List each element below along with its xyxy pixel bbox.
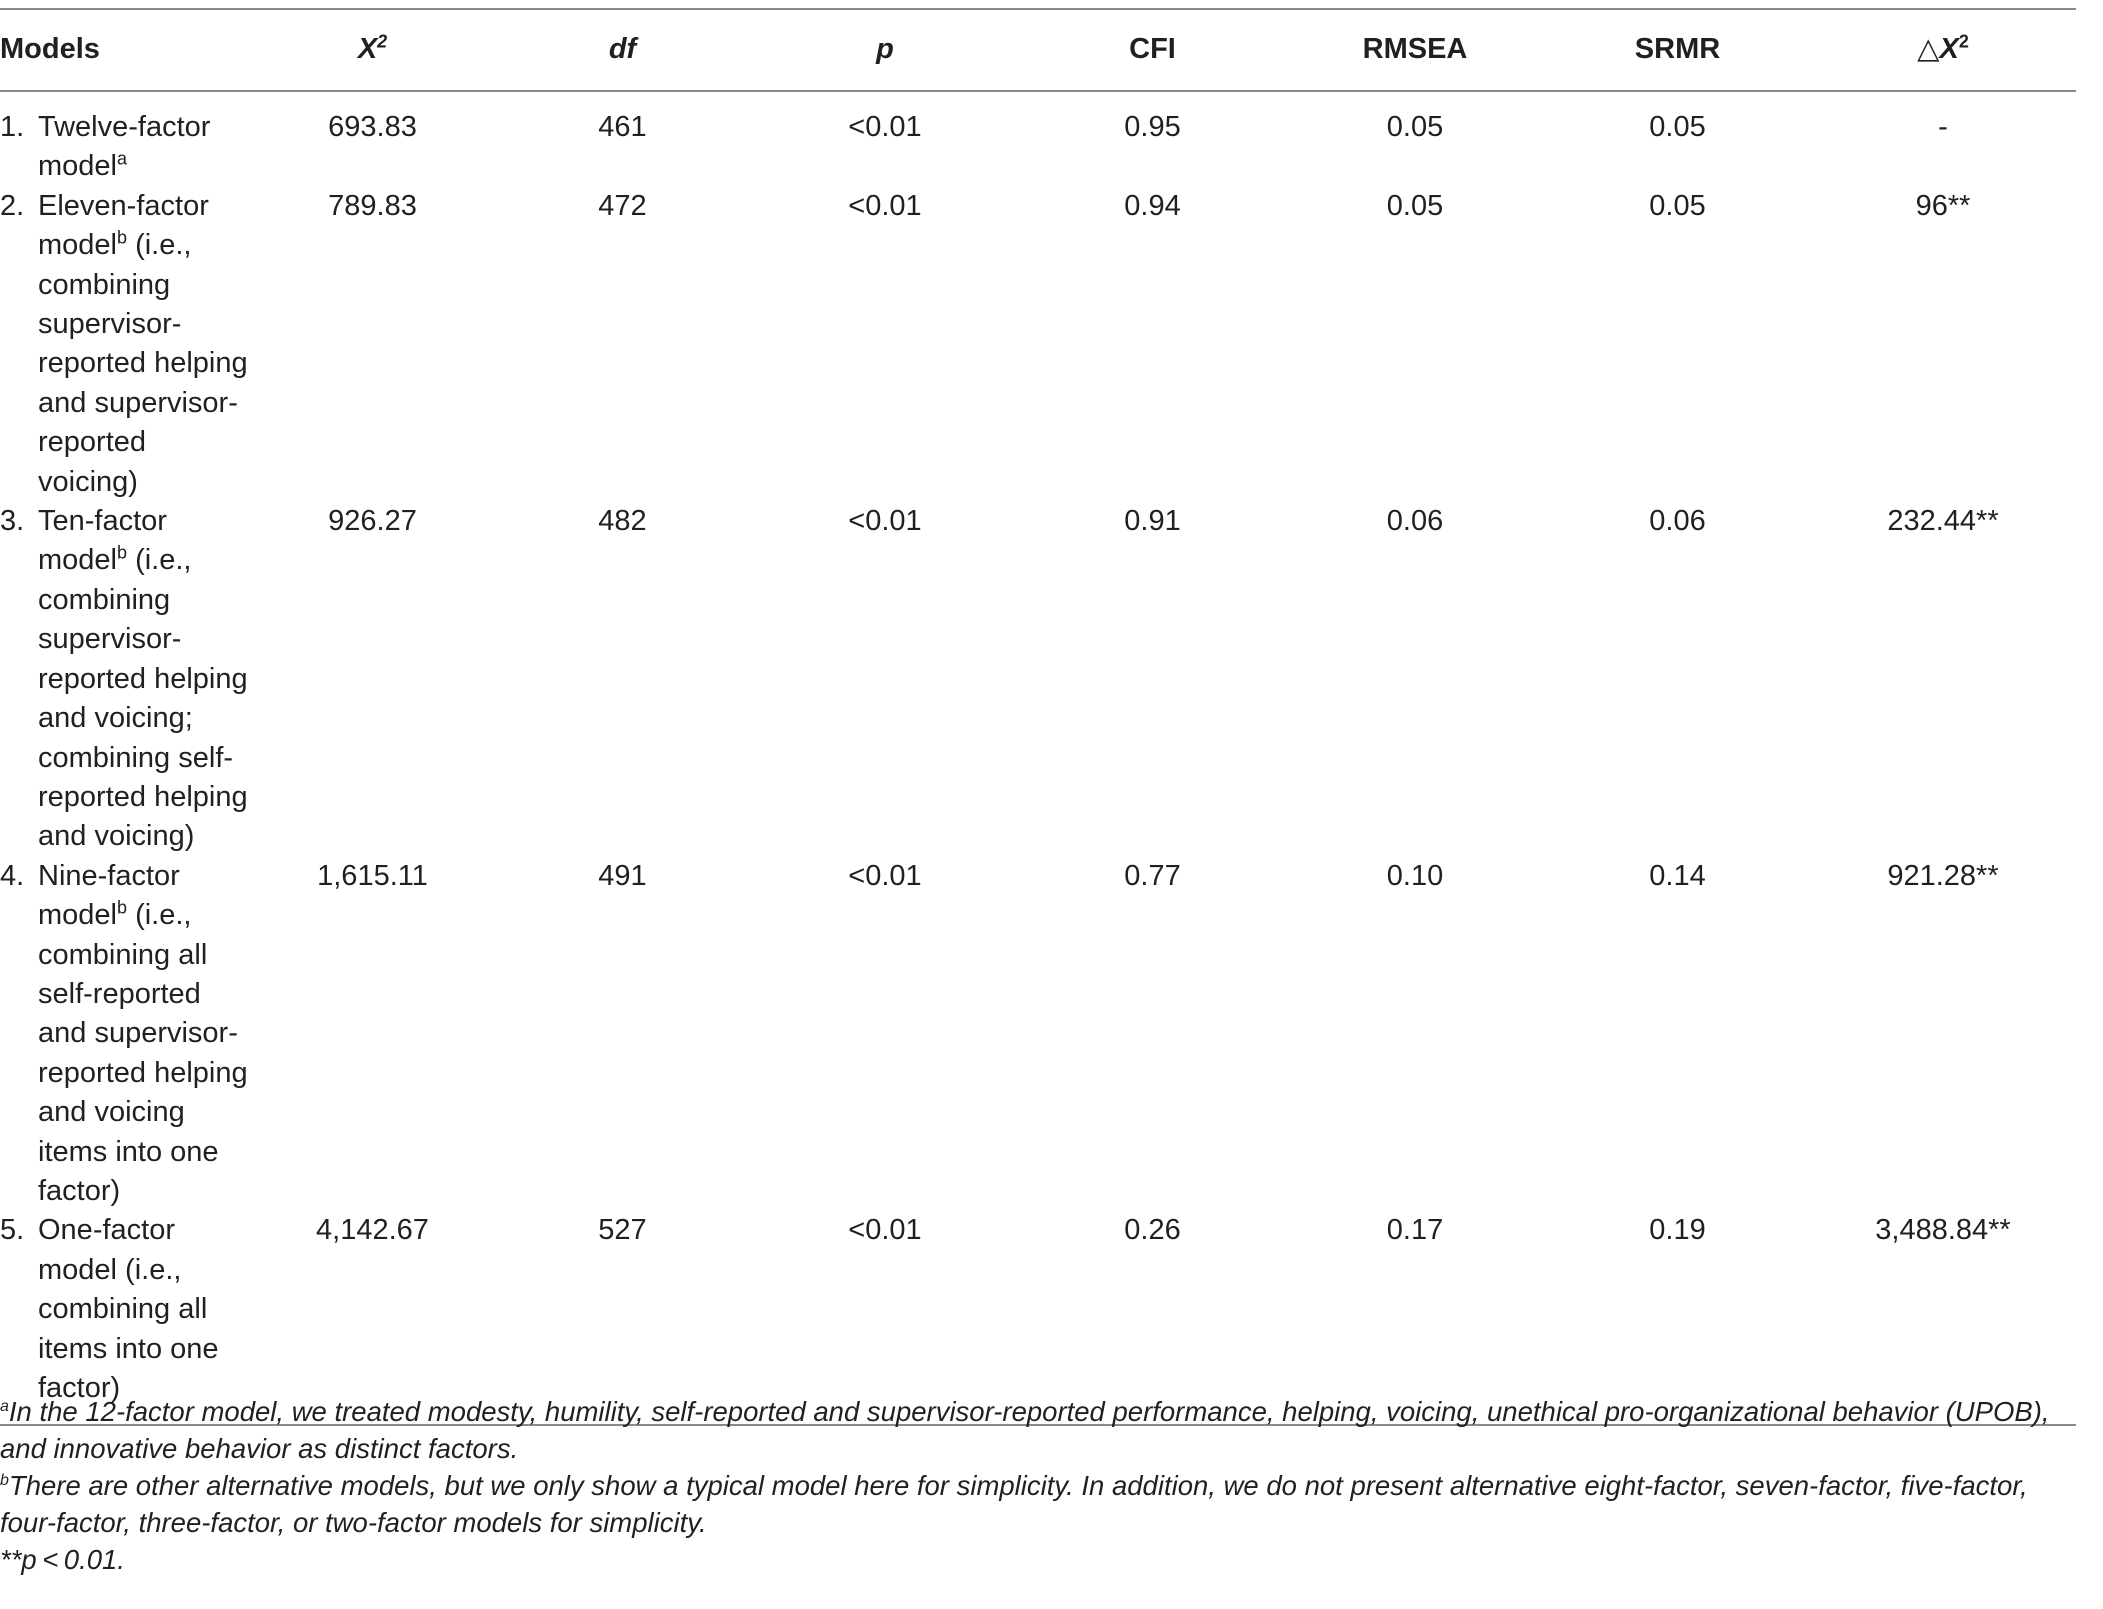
- srmr-value: 0.14: [1649, 859, 1706, 892]
- delta-chi-square-value: 232.44**: [1887, 505, 1999, 538]
- model-cell: [0, 857, 250, 1212]
- model-number: 5.: [0, 1214, 25, 1247]
- model-number: 3.: [0, 505, 25, 538]
- model-description: Twelve-factor model$^a$: [38, 111, 211, 183]
- cfi-value: 0.94: [1124, 189, 1181, 222]
- srmr-value: 0.05: [1649, 189, 1706, 222]
- df-value: 482: [598, 505, 647, 538]
- delta-chi-square-value: 96**: [1915, 189, 1971, 222]
- table-footnotes: [0, 1393, 2080, 1578]
- df-value: 527: [598, 1214, 647, 1247]
- cfi-value: 0.77: [1124, 859, 1181, 892]
- header-delta-chi-square-symbol: △X: [1917, 33, 1959, 66]
- cfi-value: 0.26: [1124, 1214, 1181, 1247]
- footnote-a: [0, 1393, 2080, 1467]
- model-number: 2.: [0, 189, 25, 222]
- model-description: Ten-factor model$^b$ (i.e., combining supervisor-reported helping and voicing; combining self-reported helping and voicing): [38, 505, 248, 853]
- table-row: [0, 187, 2076, 502]
- model-fit-table: [0, 8, 2076, 1426]
- table-row: [0, 91, 2076, 187]
- srmr-value: 0.05: [1649, 111, 1706, 143]
- footnote-b-marker: b: [0, 1471, 9, 1489]
- model-description: Eleven-factor model$^b$ (i.e., combining supervisor-reported helping and supervisor-reported voicing): [38, 189, 248, 498]
- header-p: p: [876, 33, 894, 66]
- model-description: One-factor model (i.e., combining all items into one factor): [38, 1214, 219, 1404]
- footnote-a-marker: a: [0, 1397, 9, 1415]
- table-body: [0, 91, 2076, 1425]
- model-number: 1.: [0, 111, 25, 143]
- footnote-significance: **p < 0.01.: [0, 1544, 125, 1575]
- chi-square-value: 789.83: [328, 189, 417, 222]
- p-value: <0.01: [848, 859, 922, 892]
- header-chi-square-symbol: X: [357, 33, 378, 66]
- model-number: 4.: [0, 859, 25, 892]
- header-chi-square-superscript: 2: [377, 31, 388, 52]
- p-value: <0.01: [848, 1214, 922, 1247]
- delta-chi-square-value: 921.28**: [1887, 859, 1999, 892]
- rmsea-value: 0.06: [1386, 505, 1444, 538]
- cfi-value: 0.91: [1124, 505, 1181, 538]
- header-row: [0, 9, 2076, 91]
- header-cfi: CFI: [1129, 33, 1176, 66]
- chi-square-value: 926.27: [328, 505, 417, 538]
- header-chi-square: [250, 9, 495, 91]
- p-value: <0.01: [848, 189, 922, 222]
- header-df: df: [608, 33, 637, 66]
- model-description: Nine-factor model$^b$ (i.e., combining all self-reported and supervisor-reported helping and voicing items into one factor): [38, 859, 248, 1207]
- rmsea-value: 0.10: [1386, 859, 1444, 892]
- header-delta-chi-square-superscript: 2: [1958, 31, 1969, 52]
- table-row: [0, 857, 2076, 1212]
- cfi-value: 0.95: [1124, 111, 1181, 143]
- table-row: [0, 502, 2076, 857]
- delta-chi-square-value: -: [1938, 111, 1948, 143]
- chi-square-value: 4,142.67: [316, 1214, 429, 1247]
- model-cell: [0, 91, 250, 187]
- header-delta-chi-square: [1810, 9, 2076, 91]
- footnote-a-text: In the 12-factor model, we treated modesty, humility, self-reported and supervisor-reported performance, helping, voicing, unethical pro-organizational behavior (UPOB), and innovative behavior as distinct factors.: [0, 1396, 2050, 1464]
- header-rmsea: RMSEA: [1362, 33, 1468, 66]
- table-header: [0, 9, 2076, 91]
- srmr-value: 0.19: [1649, 1214, 1706, 1247]
- rmsea-value: 0.05: [1386, 111, 1444, 143]
- rmsea-value: 0.05: [1386, 189, 1444, 222]
- df-value: 472: [598, 189, 647, 222]
- chi-square-value: 693.83: [328, 111, 417, 143]
- footnote-b: [0, 1467, 2080, 1541]
- df-value: 491: [598, 859, 647, 892]
- p-value: <0.01: [848, 505, 922, 538]
- model-cell: [0, 502, 250, 857]
- header-models: Models: [0, 33, 100, 66]
- srmr-value: 0.06: [1649, 505, 1706, 538]
- delta-chi-square-value: 3,488.84**: [1875, 1214, 2011, 1247]
- header-srmr: SRMR: [1634, 33, 1721, 66]
- chi-square-value: 1,615.11: [317, 859, 428, 892]
- df-value: 461: [598, 111, 647, 143]
- p-value: <0.01: [848, 111, 922, 143]
- rmsea-value: 0.17: [1386, 1214, 1444, 1247]
- model-cell: [0, 187, 250, 502]
- footnote-b-text: There are other alternative models, but we only show a typical model here for simplicity. In addition, we do not present alternative eight-factor, seven-factor, five-factor, four-factor, three-factor, or two-factor models for simplicity.: [0, 1470, 2028, 1538]
